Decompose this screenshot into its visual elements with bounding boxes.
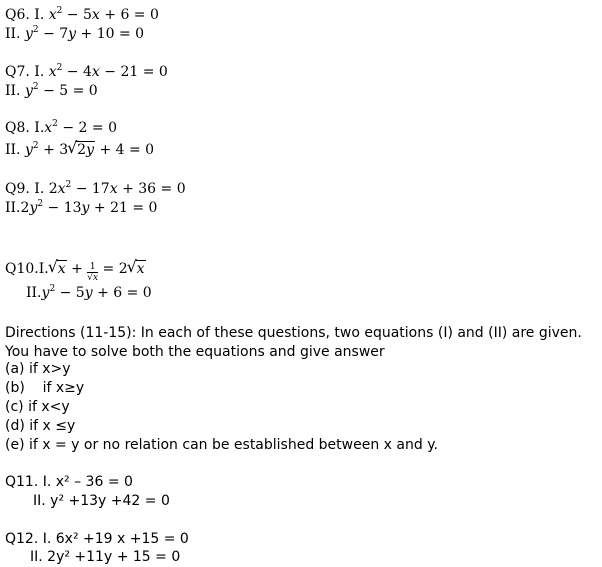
option-d: (d) if x ≤y [5, 418, 76, 434]
q6-label: Q6. I. [5, 7, 45, 23]
q11-eq-2: II. y² +13y +42 = 0 [33, 493, 170, 509]
directions-text: Directions (11-15): In each of these questions, two equations (I) and (II) are given. You have to solve both the equations and give answer [5, 325, 582, 360]
option-c: (c) if x<y [5, 399, 70, 415]
q7-eq-2: II. $y^2 - 5 = 0$ [5, 82, 98, 99]
q12-eq-2: II. 2y² +11y + 15 = 0 [30, 549, 181, 565]
q12-eq-1: Q12. I. 6x² +19 x +15 = 0 [5, 531, 189, 547]
q9-eq-2: $II.2y^2 - 13y + 21 = 0$ [5, 199, 158, 216]
option-b: (b) if x≥y [5, 380, 85, 396]
q6-eq-1: Q6. I. $x^2 - 5x + 6 = 0$ [5, 6, 159, 23]
q6-eq-2: II. $y^2 - 7y + 10 = 0$ [5, 25, 145, 42]
q8-eq-1: Q8. $I.x^2 - 2 = 0$ [5, 119, 117, 136]
fraction: $\frac{1}{√x}$ [87, 262, 99, 283]
q7-eq-1: Q7. I. $x^2 - 4x - 21 = 0$ [5, 63, 168, 80]
q10-label: Q10.I. [5, 261, 49, 277]
q7-label: Q7. I. [5, 64, 45, 80]
option-a: (a) if x>y [5, 361, 71, 377]
q8-eq-2: II. $y^2 + 3√$ 2y + 4 = 0 [5, 141, 154, 159]
q10-eq-1: Q10.I.√ x + $\frac{1}{√x}$ = 2√ x [5, 260, 146, 283]
q9-eq-1: Q9. I. $2x^2 - 17x + 36 = 0$ [5, 180, 186, 197]
q9-label: Q9. I. [5, 181, 45, 197]
sqrt-symbol: √ 2y [68, 141, 95, 159]
q8-label: Q8. I. [5, 120, 45, 136]
q10-eq-2: $II.y^2 - 5y + 6 = 0$ [26, 284, 152, 301]
q11-eq-1: Q11. I. x² – 36 = 0 [5, 474, 133, 490]
option-e: (e) if x = y or no relation can be established between x and y. [5, 437, 438, 453]
